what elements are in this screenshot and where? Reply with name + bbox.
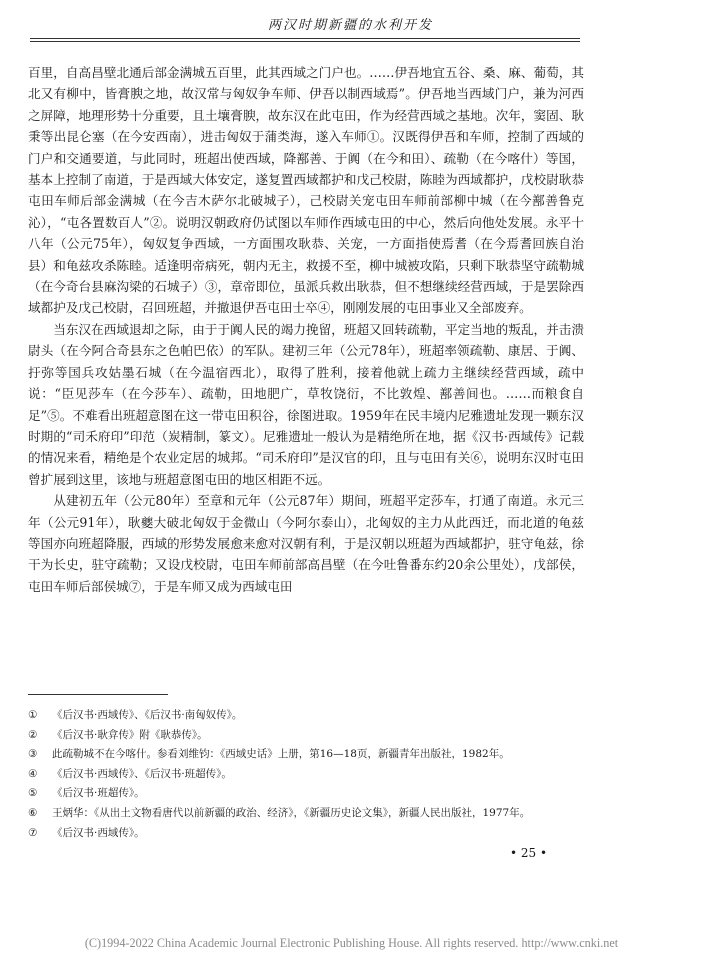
footnote-text: 《后汉书·西域传》。	[52, 826, 145, 839]
footnote	[28, 765, 588, 785]
paragraph: 从建初五年（公元80年）至章和元年（公元87年）期间，班超平定莎车，打通了南道。永元三年（公元91年），耿夔大破北匈奴于金微山（今阿尔泰山），北匈奴的主力从此西迁，而北道的龟兹等国亦向班超降服，西域的形势发展愈来愈对汉朝有利，于是汉朝以班超为西域都护，驻守龟兹，徐干为长史，驻守疏勒；又设戊校尉，屯田车师前部高昌壁（在今吐鲁番东约20余公里处），戊部侯，屯田车师后部侯城⑦，于是车师又成为西域屯田	[28, 493, 584, 594]
header-rule-secondary	[30, 41, 580, 42]
footnote-mark: ②	[28, 728, 38, 741]
footnote-mark: ⑦	[28, 826, 38, 839]
footnote-text: 《后汉书·耿弇传》附《耿恭传》。	[52, 728, 208, 741]
footnote-text: 《后汉书·西域传》、《后汉书·班超传》。	[52, 767, 232, 780]
footnote-text: 此疏勒城不在今喀什。参看刘维钧：《西域史话》上册，第16—18页，新疆青年出版社，1982年。	[52, 748, 510, 761]
paragraph: 百里，自高昌壁北通后部金满城五百里，此其西域之门户也。……伊吾地宜五谷、桑、麻、葡萄，其北又有柳中，皆膏腴之地，故汉常与匈奴争车师、伊吾以制西域焉”。伊吾地当西域门户，兼为河西之屏障，地理形势十分重要，且土壤膏腴，故东汉在此屯田，作为经营西域之基地。次年，窦固、耿秉等出昆仑塞（在今安西南），进击匈奴于蒲类海，遂入车师①。汉既得伊吾和车师，控制了西域的门户和交通要道，与此同时，班超出使西域，降鄯善、于阗（在今和田）、疏勒（在今喀什）等国，基本上控制了南道，于是西域大体安定，遂复置西域都护和戊己校尉，陈睦为西域都护，戊校尉耿恭屯田车师后部金满城（在今吉木萨尔北破城子），己校尉关宠屯田车师前部柳中城（在今鄯善鲁克沁），“屯各置数百人”②。说明汉朝政府仍试图以车师作西域屯田的中心，然后向他处发展。永平十八年（公元75年），匈奴复争西域，一方面围攻耿恭、关宠，一方面指使焉耆（在今焉耆回族自治县）和龟兹攻杀陈睦。适逢明帝病死，朝内无主，救援不至，柳中城被攻陷，只剩下耿恭坚守疏勒城（在今奇台县麻沟梁的石城子）③，章帝即位，虽派兵救出耿恭，但不想继续经营西域，于是罢除西域都护及戊己校尉，召回班超，并撤退伊吾屯田士卒④，刚刚发展的屯田事业又全部废弃。	[28, 65, 584, 316]
footnote	[28, 804, 588, 824]
footnotes	[28, 706, 588, 843]
footnote-mark: ①	[28, 709, 38, 721]
footnote	[28, 706, 588, 726]
footnote-text: 王炳华：《从出土文物看唐代以前新疆的政治、经济》，《新疆历史论文集》，新疆人民出版社，1977年。	[52, 806, 531, 819]
footnote-text: 《后汉书·班超传》。	[52, 787, 145, 800]
footnote-mark: ③	[28, 748, 38, 761]
header-rule	[30, 38, 580, 39]
running-header: 两汉时期新疆的水利开发	[267, 18, 433, 33]
page-number: • 25 •	[510, 846, 548, 860]
footnote-mark: ④	[28, 767, 38, 780]
footnote	[28, 824, 588, 844]
footnote	[28, 784, 588, 804]
footnote-mark: ⑤	[28, 787, 38, 800]
body-text	[28, 62, 584, 597]
footnote	[28, 745, 588, 765]
footnote-rule	[28, 694, 168, 695]
copyright-footer: (C)1994-2022 China Academic Journal Electronic Publishing House. All rights reserved. http://www.cnki.net	[84, 936, 619, 950]
footnote-mark: ⑥	[28, 806, 38, 819]
footnote	[28, 726, 588, 746]
paragraph: 当东汉在西域退却之际，由于于阗人民的竭力挽留，班超又回转疏勒，平定当地的叛乱，并击溃尉头（在今阿合奇县东之色帕巴依）的军队。建初三年（公元78年），班超率领疏勒、康居、于阗、扜弥等国兵攻姑墨石城（在今温宿西北），取得了胜利，接着他就上疏力主继续经营西域，疏中说：“臣见莎车（在今莎车）、疏勒，田地肥广，草牧饶衍，不比敦煌、鄯善间也。……而粮食自足”⑤。不难看出班超意图在这一带屯田积谷，徐图进取。1959年在民丰境内尼雅遗址发现一颗东汉时期的“司禾府印”印范（炭精制，篆文）。尼雅遗址一般认为是精绝所在地，据《汉书·西域传》记载的情况来看，精绝是个农业定居的城邦。“司禾府印”是汉官的印，且与屯田有关⑥，说明东汉时屯田曾扩展到这里，该地与班超意图屯田的地区相距不远。	[28, 321, 584, 487]
footnote-text: 《后汉书·西域传》、《后汉书·南匈奴传》。	[52, 709, 243, 721]
